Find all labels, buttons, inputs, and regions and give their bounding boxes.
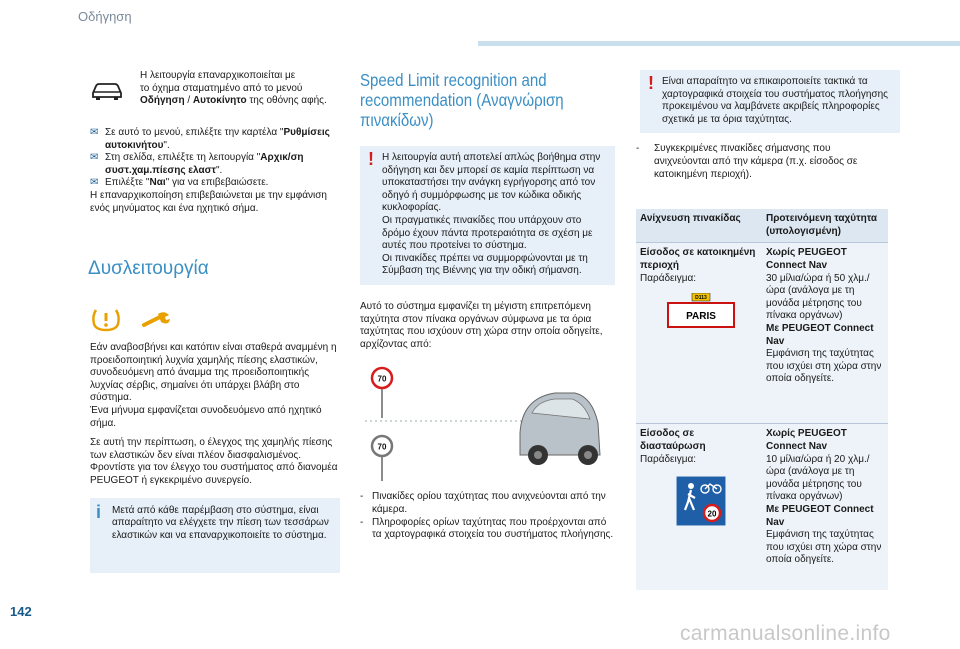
confirm-text: Η επαναρχικοποίηση επιβεβαιώνεται με την εμφάνιση ενός μηνύματος και ένα ηχητικό σήμα.	[90, 189, 327, 214]
town-entry-sign-icon	[666, 293, 736, 329]
svg-text:70: 70	[377, 442, 387, 452]
intro-line-2: το όχημα σταματημένο από το μενού	[140, 82, 303, 94]
malfunction-title: Δυσλειτουργία	[88, 258, 209, 279]
column-1	[90, 70, 340, 215]
warning-note: ! Η λειτουργία αυτή αποτελεί απλώς βοήθημα στην οδήγηση και δεν μπορεί σε καμία περίπτωση να υποκαταστήσει την ανάγκη εγρήγορσης από τον οδηγό ή συμμόρφωσης με τον κώδικα οδικής κυκλοφορίας. Οι πραγματικές πινακίδες που υπάρχουν στο δρόμο έχουν πάντα προτεραιότητα σε σχέση με αυτές που προτείνει το σύστημα. Οι πινακίδες πρέπει να συμμορφώνονται με τη Σύμβαση της Βιέννης για την οδική σήμανση.	[360, 146, 615, 285]
section-header: Οδήγηση	[78, 9, 132, 24]
speed-limit-title: Speed Limit recognition and recommendation (Αναγνώριση πινακίδων)	[360, 70, 564, 130]
svg-text:20: 20	[707, 509, 717, 519]
step-item: ✉ Στη σελίδα, επιλέξτε τη λειτουργία "Αρχικ/ση συστ.χαμ.πίεσης ελαστ".	[90, 152, 304, 176]
malfunction-block	[90, 342, 340, 573]
step-item: ✉ Σε αυτό το μενού, επιλέξτε την καρτέλα "Ρυθμίσεις αυτοκινήτου".	[90, 127, 330, 151]
speed-limit-illustration	[360, 363, 615, 483]
step-item: ✉ Επιλέξτε "Ναι" για να επιβεβαιώσετε.	[90, 177, 269, 189]
table-header: Ανίχνευση πινακίδας	[636, 209, 762, 243]
svg-text:PARIS: PARIS	[686, 311, 716, 323]
intro-block	[90, 70, 340, 118]
system-description: Αυτό το σύστημα εμφανίζει τη μέγιστη επιτρεπόμενη ταχύτητα στον πίνακα οργάνων σύμφωνα με τα όρια ταχύτητας που ισχύουν στη χώρα στην οποία οδηγείτε, αρχίζοντας από:	[360, 300, 603, 350]
intro-line-3: Οδήγηση / Αυτοκίνητο της οθόνης αφής.	[140, 95, 327, 107]
header-bar	[478, 41, 960, 46]
table-row: Είσοδος σε διασταύρωση Παράδειγμα: 20 Χωρίς PEUGEOT Connect Nav 10 μίλια/ώρα ή 20 χλμ./ώρα (ανάλογα με τη μονάδα μέτρησης του πίνακα οργάνων) Με PEUGEOT Connect Nav Εμφάνιση της ταχύτητας που ισχύει στη χώρα στην οποία οδηγείτε.	[636, 424, 888, 591]
table-row: Είσοδος σε κατοικημένη περιοχή Παράδειγμα: D113 PARIS Χωρίς PEUGEOT Connect Nav 30 μίλια/ώρα ή 50 χλμ./ώρα (ανάλογα με τη μονάδα μέτρησης του πίνακα οργάνων) Με PEUGEOT Connect Nav Εμφάνιση της ταχύτητας που ισχύει στη χώρα στην οποία οδηγείτε.	[636, 243, 888, 424]
info-icon: i	[96, 501, 102, 522]
watermark: carmanualsonline.info	[680, 622, 891, 645]
list-item: - Συγκεκριμένες πινακίδες σήμανσης που ανιχνεύονται από την κάμερα (π.χ. είσοδος σε κατοικημένη περιοχή).	[636, 143, 858, 180]
car-icon	[90, 80, 124, 100]
car-illustration	[520, 393, 600, 465]
page-number: 142	[10, 604, 32, 619]
info-note: i Μετά από κάθε παρέμβαση στο σύστημα, είναι απαραίτητο να ελέγχετε την πίεση των τεσσάρων ελαστικών και να επαναρχικοποιείτε το σύστημα.	[90, 498, 340, 573]
list-item: - Πινακίδες ορίου ταχύτητας που ανιχνεύονται από την κάμερα.	[360, 491, 606, 515]
map-update-note: ! Είναι απαραίτητο να επικαιροποιείτε τακτικά τα χαρτογραφικά στοιχεία του συστήματος πλοήγησης προκειμένου να λαμβάνετε ακριβείς πληροφορίες σχετικά με τα όρια ταχύτητας.	[640, 70, 900, 133]
malfunction-text: Σε αυτή την περίπτωση, ο έλεγχος της χαμηλής πίεσης των ελαστικών δεν είναι πλέον διασφαλισμένος.	[90, 437, 333, 461]
malfunction-text: Ένα μήνυμα εμφανίζεται συνοδευόμενο από ηχητικό σήμα.	[90, 404, 322, 429]
pedestrian-zone-sign-icon	[676, 476, 726, 526]
malfunction-text: Φροντίστε για τον έλεγχο του συστήματος από διανομέα PEUGEOT ή εγκεκριμένο συνεργείο.	[90, 462, 338, 486]
column-2	[360, 70, 615, 542]
sources-list	[360, 491, 615, 541]
warning-icon: !	[368, 149, 374, 169]
malfunction-text: Εάν αναβοσβήνει και κατόπιν είναι σταθερά αναμμένη η προειδοποιητική λυχνία χαμηλής πίεσης ελαστικών, συνοδευόμενη από άναμμα της προειδοποιητικής λυχνίας σέρβις, σημαίνει ότι υπάρχει βλάβη στο σύστημα.	[90, 342, 337, 404]
svg-text:70: 70	[377, 374, 387, 384]
tyre-pressure-warning-icon	[90, 308, 122, 332]
steps-list	[90, 127, 340, 215]
sign-detection-table	[636, 209, 888, 590]
intro-line-1: Η λειτουργία επαναρχικοποιείται με	[140, 70, 296, 81]
column-3	[636, 70, 926, 590]
svg-text:D113: D113	[695, 295, 707, 302]
service-wrench-icon	[142, 311, 172, 331]
list-item: - Πληροφορίες ορίων ταχύτητας που προέρχονται από τα χαρτογραφικά στοιχεία του συστήματος πλοήγησης.	[360, 516, 614, 541]
warning-icon: !	[648, 73, 654, 93]
table-header: Προτεινόμενη ταχύτητα (υπολογισμένη)	[762, 209, 888, 243]
